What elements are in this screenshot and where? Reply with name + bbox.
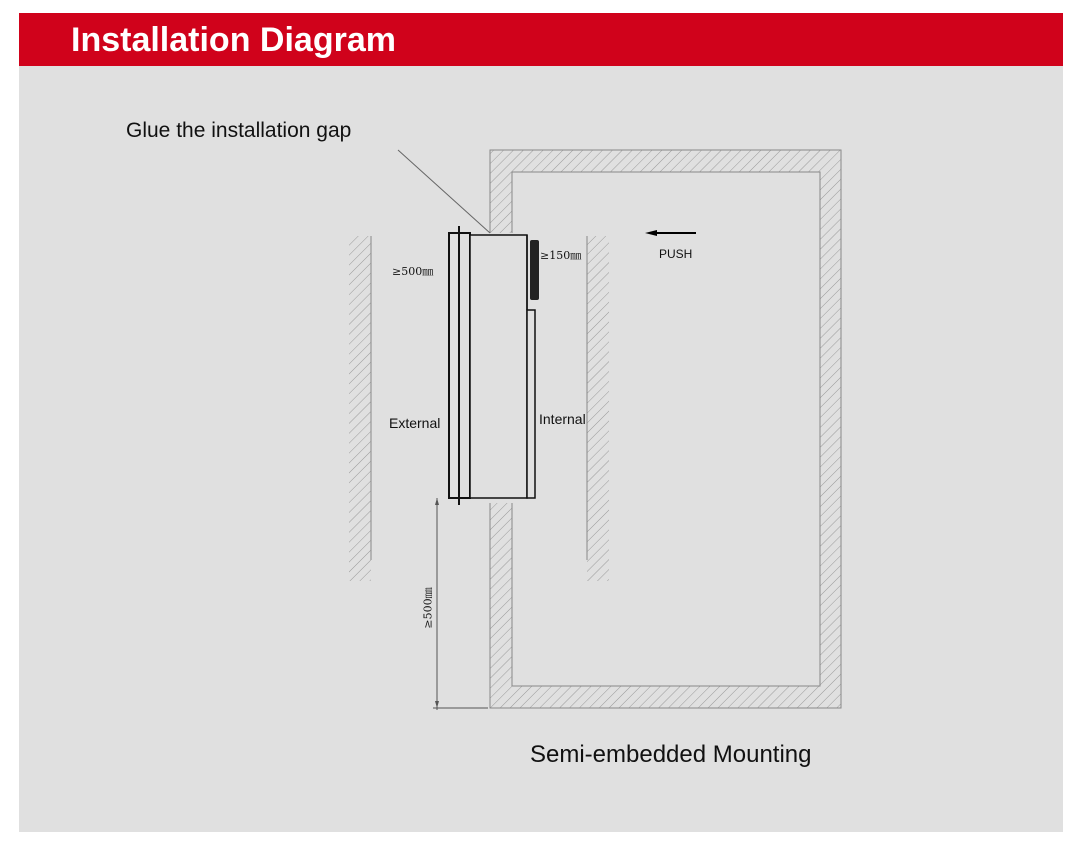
page-title: Installation Diagram — [71, 21, 396, 59]
diagram-caption: Semi-embedded Mounting — [530, 741, 812, 768]
clearance-bottom-label: ≥500㎜ — [421, 587, 435, 629]
cabinet-unit — [449, 226, 539, 505]
internal-label: Internal — [539, 411, 586, 427]
push-label: PUSH — [659, 247, 693, 261]
clearance-right-label: ≥150㎜ — [540, 249, 582, 262]
external-label: External — [389, 415, 441, 431]
clearance-left-label: ≥500㎜ — [392, 265, 434, 278]
glue-gap-label: Glue the installation gap — [126, 119, 352, 142]
bottom-clearance-dimension — [433, 498, 488, 710]
inner-wall — [587, 236, 609, 581]
left-wall — [349, 236, 371, 581]
push-arrow-icon — [645, 230, 696, 236]
glue-leader-line — [398, 150, 490, 233]
